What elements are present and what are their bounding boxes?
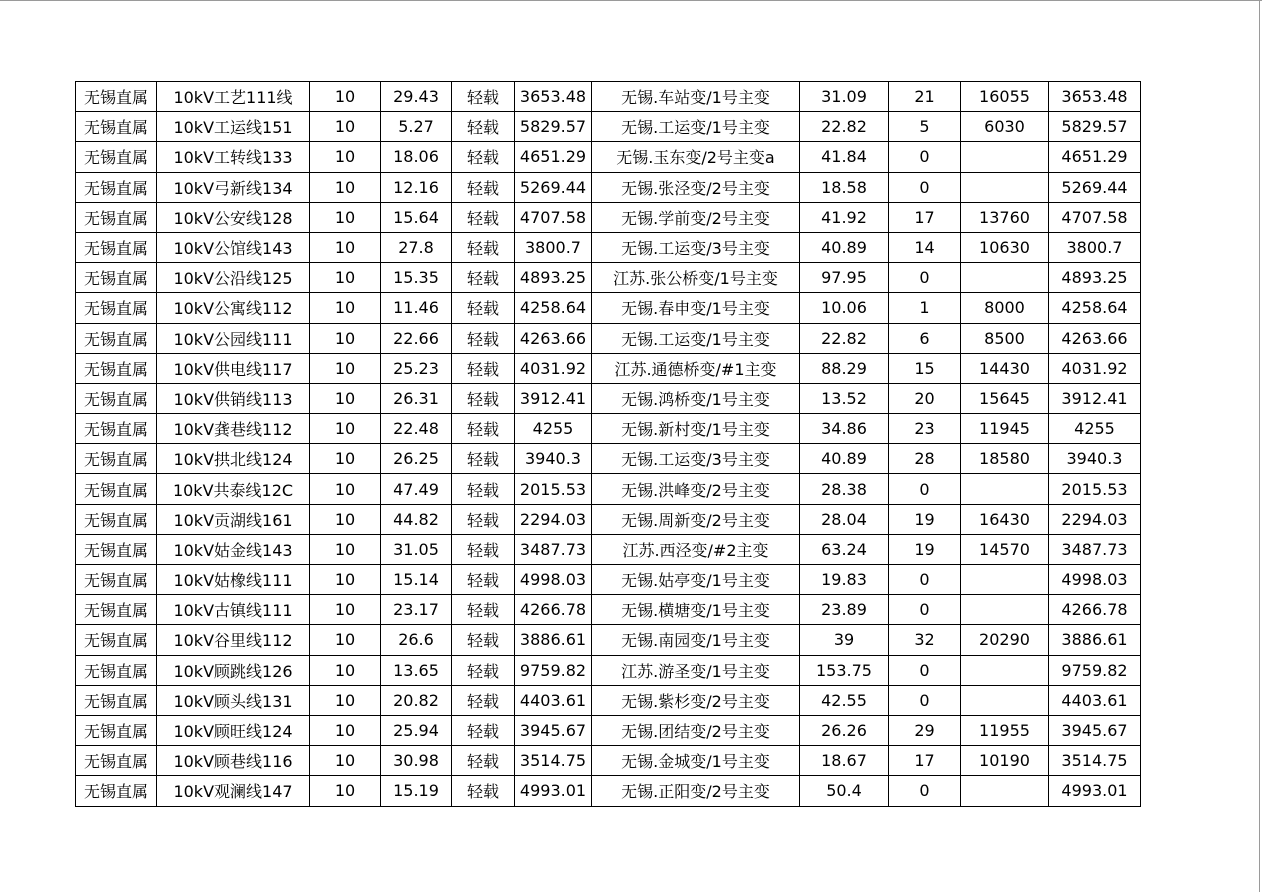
region-cell: 无锡直属 — [76, 474, 157, 504]
table-row — [76, 383, 1141, 413]
load-rate-cell: 29.43 — [381, 82, 452, 112]
substation-transformer-cell: 无锡.团结变/2号主变 — [592, 715, 800, 745]
region-cell: 无锡直属 — [76, 353, 157, 383]
line-name-cell: 10kV供电线117 — [157, 353, 310, 383]
load-rate-cell: 44.82 — [381, 504, 452, 534]
load-rate-cell: 22.48 — [381, 414, 452, 444]
substation-transformer-cell: 无锡.姑亭变/1号主变 — [592, 565, 800, 595]
voltage-cell: 10 — [310, 142, 381, 172]
load-rate-cell: 26.25 — [381, 444, 452, 474]
line-name-cell: 10kV古镇线111 — [157, 595, 310, 625]
voltage-cell: 10 — [310, 534, 381, 564]
table-row — [76, 142, 1141, 172]
substation-transformer-cell: 江苏.张公桥变/1号主变 — [592, 263, 800, 293]
line-load-table — [75, 81, 1141, 807]
load-rate-cell: 26.6 — [381, 625, 452, 655]
substation-transformer-cell: 无锡.鸿桥变/1号主变 — [592, 383, 800, 413]
load-rate-cell: 47.49 — [381, 474, 452, 504]
table-row — [76, 655, 1141, 685]
capacity-cell: 4255 — [515, 414, 592, 444]
substation-transformer-cell: 无锡.工运变/1号主变 — [592, 323, 800, 353]
substation-transformer-cell: 无锡.工运变/3号主变 — [592, 444, 800, 474]
region-cell: 无锡直属 — [76, 142, 157, 172]
count-cell: 23 — [889, 414, 961, 444]
count-cell: 0 — [889, 263, 961, 293]
region-cell: 无锡直属 — [76, 232, 157, 262]
load-status-cell: 轻载 — [452, 595, 515, 625]
capacity-cell: 3487.73 — [515, 534, 592, 564]
table-row — [76, 323, 1141, 353]
load-status-cell: 轻载 — [452, 112, 515, 142]
region-cell: 无锡直属 — [76, 293, 157, 323]
line-name-cell: 10kV顾旺线124 — [157, 715, 310, 745]
voltage-cell: 10 — [310, 414, 381, 444]
transformer-load-cell: 63.24 — [800, 534, 889, 564]
table-row — [76, 776, 1141, 806]
transformer-load-cell: 42.55 — [800, 685, 889, 715]
substation-transformer-cell: 无锡.车站变/1号主变 — [592, 82, 800, 112]
capacity-cell: 3940.3 — [515, 444, 592, 474]
line-name-cell: 10kV贡湖线161 — [157, 504, 310, 534]
amount-cell: 16055 — [961, 82, 1049, 112]
available-capacity-cell: 3800.7 — [1049, 232, 1141, 262]
load-status-cell: 轻载 — [452, 263, 515, 293]
capacity-cell: 3653.48 — [515, 82, 592, 112]
substation-transformer-cell: 无锡.春申变/1号主变 — [592, 293, 800, 323]
load-status-cell: 轻载 — [452, 232, 515, 262]
region-cell: 无锡直属 — [76, 263, 157, 293]
table-row — [76, 293, 1141, 323]
voltage-cell: 10 — [310, 655, 381, 685]
table-row — [76, 746, 1141, 776]
count-cell: 0 — [889, 474, 961, 504]
count-cell: 32 — [889, 625, 961, 655]
transformer-load-cell: 18.67 — [800, 746, 889, 776]
amount-cell: 18580 — [961, 444, 1049, 474]
transformer-load-cell: 28.04 — [800, 504, 889, 534]
load-status-cell: 轻载 — [452, 776, 515, 806]
region-cell: 无锡直属 — [76, 595, 157, 625]
available-capacity-cell: 3940.3 — [1049, 444, 1141, 474]
available-capacity-cell: 4893.25 — [1049, 263, 1141, 293]
region-cell: 无锡直属 — [76, 112, 157, 142]
load-status-cell: 轻载 — [452, 715, 515, 745]
substation-transformer-cell: 无锡.紫杉变/2号主变 — [592, 685, 800, 715]
load-status-cell: 轻载 — [452, 142, 515, 172]
voltage-cell: 10 — [310, 323, 381, 353]
voltage-cell: 10 — [310, 746, 381, 776]
region-cell: 无锡直属 — [76, 655, 157, 685]
count-cell: 0 — [889, 142, 961, 172]
line-name-cell: 10kV谷里线112 — [157, 625, 310, 655]
voltage-cell: 10 — [310, 444, 381, 474]
count-cell: 6 — [889, 323, 961, 353]
transformer-load-cell: 19.83 — [800, 565, 889, 595]
load-status-cell: 轻载 — [452, 565, 515, 595]
amount-cell — [961, 655, 1049, 685]
table-row — [76, 112, 1141, 142]
transformer-load-cell: 10.06 — [800, 293, 889, 323]
amount-cell: 11955 — [961, 715, 1049, 745]
amount-cell: 11945 — [961, 414, 1049, 444]
available-capacity-cell: 2294.03 — [1049, 504, 1141, 534]
transformer-load-cell: 88.29 — [800, 353, 889, 383]
capacity-cell: 3514.75 — [515, 746, 592, 776]
substation-transformer-cell: 无锡.周新变/2号主变 — [592, 504, 800, 534]
capacity-cell: 4993.01 — [515, 776, 592, 806]
region-cell: 无锡直属 — [76, 625, 157, 655]
available-capacity-cell: 3653.48 — [1049, 82, 1141, 112]
transformer-load-cell: 22.82 — [800, 112, 889, 142]
count-cell: 17 — [889, 746, 961, 776]
substation-transformer-cell: 江苏.通德桥变/#1主变 — [592, 353, 800, 383]
line-name-cell: 10kV供销线113 — [157, 383, 310, 413]
amount-cell: 20290 — [961, 625, 1049, 655]
amount-cell: 6030 — [961, 112, 1049, 142]
transformer-load-cell: 41.84 — [800, 142, 889, 172]
load-rate-cell: 25.23 — [381, 353, 452, 383]
transformer-load-cell: 97.95 — [800, 263, 889, 293]
load-status-cell: 轻载 — [452, 414, 515, 444]
table-row — [76, 595, 1141, 625]
count-cell: 21 — [889, 82, 961, 112]
voltage-cell: 10 — [310, 82, 381, 112]
transformer-load-cell: 18.58 — [800, 172, 889, 202]
line-name-cell: 10kV公安线128 — [157, 202, 310, 232]
voltage-cell: 10 — [310, 232, 381, 262]
capacity-cell: 4258.64 — [515, 293, 592, 323]
line-name-cell: 10kV工转线133 — [157, 142, 310, 172]
table-row — [76, 715, 1141, 745]
line-name-cell: 10kV龚巷线112 — [157, 414, 310, 444]
region-cell: 无锡直属 — [76, 383, 157, 413]
count-cell: 5 — [889, 112, 961, 142]
available-capacity-cell: 3487.73 — [1049, 534, 1141, 564]
transformer-load-cell: 26.26 — [800, 715, 889, 745]
table-row — [76, 625, 1141, 655]
region-cell: 无锡直属 — [76, 504, 157, 534]
line-name-cell: 10kV姑金线143 — [157, 534, 310, 564]
table-row — [76, 82, 1141, 112]
voltage-cell: 10 — [310, 625, 381, 655]
load-rate-cell: 13.65 — [381, 655, 452, 685]
load-rate-cell: 11.46 — [381, 293, 452, 323]
line-name-cell: 10kV工艺111线 — [157, 82, 310, 112]
region-cell: 无锡直属 — [76, 202, 157, 232]
substation-transformer-cell: 无锡.洪峰变/2号主变 — [592, 474, 800, 504]
amount-cell — [961, 474, 1049, 504]
amount-cell: 8000 — [961, 293, 1049, 323]
load-status-cell: 轻载 — [452, 202, 515, 232]
amount-cell — [961, 776, 1049, 806]
voltage-cell: 10 — [310, 112, 381, 142]
voltage-cell: 10 — [310, 474, 381, 504]
line-name-cell: 10kV顾头线131 — [157, 685, 310, 715]
table-row — [76, 474, 1141, 504]
amount-cell: 15645 — [961, 383, 1049, 413]
substation-transformer-cell: 无锡.新村变/1号主变 — [592, 414, 800, 444]
table-row — [76, 172, 1141, 202]
amount-cell — [961, 565, 1049, 595]
voltage-cell: 10 — [310, 565, 381, 595]
capacity-cell: 2015.53 — [515, 474, 592, 504]
amount-cell — [961, 172, 1049, 202]
available-capacity-cell: 4031.92 — [1049, 353, 1141, 383]
line-name-cell: 10kV工运线151 — [157, 112, 310, 142]
capacity-cell: 4707.58 — [515, 202, 592, 232]
count-cell: 0 — [889, 565, 961, 595]
line-name-cell: 10kV弓新线134 — [157, 172, 310, 202]
region-cell: 无锡直属 — [76, 534, 157, 564]
count-cell: 28 — [889, 444, 961, 474]
count-cell: 0 — [889, 595, 961, 625]
amount-cell — [961, 263, 1049, 293]
load-rate-cell: 15.19 — [381, 776, 452, 806]
region-cell: 无锡直属 — [76, 685, 157, 715]
table-body — [76, 82, 1141, 807]
voltage-cell: 10 — [310, 353, 381, 383]
available-capacity-cell: 9759.82 — [1049, 655, 1141, 685]
transformer-load-cell: 40.89 — [800, 444, 889, 474]
load-rate-cell: 31.05 — [381, 534, 452, 564]
line-name-cell: 10kV顾巷线116 — [157, 746, 310, 776]
voltage-cell: 10 — [310, 293, 381, 323]
load-rate-cell: 15.64 — [381, 202, 452, 232]
load-status-cell: 轻载 — [452, 625, 515, 655]
capacity-cell: 3886.61 — [515, 625, 592, 655]
load-rate-cell: 15.14 — [381, 565, 452, 595]
line-name-cell: 10kV拱北线124 — [157, 444, 310, 474]
amount-cell: 10630 — [961, 232, 1049, 262]
load-status-cell: 轻载 — [452, 323, 515, 353]
transformer-load-cell: 31.09 — [800, 82, 889, 112]
voltage-cell: 10 — [310, 263, 381, 293]
count-cell: 17 — [889, 202, 961, 232]
load-status-cell: 轻载 — [452, 444, 515, 474]
table-row — [76, 353, 1141, 383]
capacity-cell: 4031.92 — [515, 353, 592, 383]
region-cell: 无锡直属 — [76, 444, 157, 474]
table-row — [76, 202, 1141, 232]
substation-transformer-cell: 无锡.学前变/2号主变 — [592, 202, 800, 232]
amount-cell: 10190 — [961, 746, 1049, 776]
available-capacity-cell: 4258.64 — [1049, 293, 1141, 323]
amount-cell — [961, 595, 1049, 625]
available-capacity-cell: 2015.53 — [1049, 474, 1141, 504]
available-capacity-cell: 4998.03 — [1049, 565, 1141, 595]
voltage-cell: 10 — [310, 202, 381, 232]
transformer-load-cell: 153.75 — [800, 655, 889, 685]
count-cell: 1 — [889, 293, 961, 323]
load-rate-cell: 15.35 — [381, 263, 452, 293]
available-capacity-cell: 3886.61 — [1049, 625, 1141, 655]
capacity-cell: 3945.67 — [515, 715, 592, 745]
load-rate-cell: 27.8 — [381, 232, 452, 262]
table-row — [76, 444, 1141, 474]
capacity-cell: 4998.03 — [515, 565, 592, 595]
count-cell: 19 — [889, 534, 961, 564]
region-cell: 无锡直属 — [76, 565, 157, 595]
capacity-cell: 4403.61 — [515, 685, 592, 715]
transformer-load-cell: 41.92 — [800, 202, 889, 232]
load-rate-cell: 23.17 — [381, 595, 452, 625]
load-rate-cell: 22.66 — [381, 323, 452, 353]
capacity-cell: 3800.7 — [515, 232, 592, 262]
amount-cell: 8500 — [961, 323, 1049, 353]
load-status-cell: 轻载 — [452, 82, 515, 112]
available-capacity-cell: 3945.67 — [1049, 715, 1141, 745]
load-status-cell: 轻载 — [452, 655, 515, 685]
substation-transformer-cell: 无锡.横塘变/1号主变 — [592, 595, 800, 625]
load-rate-cell: 25.94 — [381, 715, 452, 745]
substation-transformer-cell: 无锡.工运变/1号主变 — [592, 112, 800, 142]
region-cell: 无锡直属 — [76, 172, 157, 202]
count-cell: 15 — [889, 353, 961, 383]
transformer-load-cell: 50.4 — [800, 776, 889, 806]
load-status-cell: 轻载 — [452, 685, 515, 715]
table-row — [76, 232, 1141, 262]
count-cell: 0 — [889, 776, 961, 806]
voltage-cell: 10 — [310, 685, 381, 715]
substation-transformer-cell: 无锡.南园变/1号主变 — [592, 625, 800, 655]
amount-cell: 16430 — [961, 504, 1049, 534]
table-row — [76, 504, 1141, 534]
amount-cell — [961, 685, 1049, 715]
available-capacity-cell: 4403.61 — [1049, 685, 1141, 715]
region-cell: 无锡直属 — [76, 414, 157, 444]
line-name-cell: 10kV公园线111 — [157, 323, 310, 353]
available-capacity-cell: 4651.29 — [1049, 142, 1141, 172]
capacity-cell: 9759.82 — [515, 655, 592, 685]
page-top-border — [0, 0, 1262, 1]
load-rate-cell: 5.27 — [381, 112, 452, 142]
line-name-cell: 10kV公馆线143 — [157, 232, 310, 262]
load-status-cell: 轻载 — [452, 746, 515, 776]
count-cell: 19 — [889, 504, 961, 534]
load-status-cell: 轻载 — [452, 474, 515, 504]
region-cell: 无锡直属 — [76, 323, 157, 353]
load-status-cell: 轻载 — [452, 172, 515, 202]
table-row — [76, 534, 1141, 564]
available-capacity-cell: 3514.75 — [1049, 746, 1141, 776]
region-cell: 无锡直属 — [76, 715, 157, 745]
capacity-cell: 4651.29 — [515, 142, 592, 172]
table-row — [76, 414, 1141, 444]
transformer-load-cell: 13.52 — [800, 383, 889, 413]
transformer-load-cell: 39 — [800, 625, 889, 655]
substation-transformer-cell: 无锡.玉东变/2号主变a — [592, 142, 800, 172]
transformer-load-cell: 23.89 — [800, 595, 889, 625]
table-row — [76, 685, 1141, 715]
transformer-load-cell: 22.82 — [800, 323, 889, 353]
load-rate-cell: 18.06 — [381, 142, 452, 172]
capacity-cell: 4263.66 — [515, 323, 592, 353]
line-name-cell: 10kV顾跳线126 — [157, 655, 310, 685]
capacity-cell: 2294.03 — [515, 504, 592, 534]
capacity-cell: 4266.78 — [515, 595, 592, 625]
voltage-cell: 10 — [310, 383, 381, 413]
amount-cell: 13760 — [961, 202, 1049, 232]
count-cell: 29 — [889, 715, 961, 745]
count-cell: 0 — [889, 172, 961, 202]
region-cell: 无锡直属 — [76, 82, 157, 112]
amount-cell — [961, 142, 1049, 172]
capacity-cell: 3912.41 — [515, 383, 592, 413]
available-capacity-cell: 4707.58 — [1049, 202, 1141, 232]
available-capacity-cell: 3912.41 — [1049, 383, 1141, 413]
table-row — [76, 565, 1141, 595]
available-capacity-cell: 4263.66 — [1049, 323, 1141, 353]
load-rate-cell: 12.16 — [381, 172, 452, 202]
page-right-border — [1259, 0, 1260, 892]
substation-transformer-cell: 无锡.正阳变/2号主变 — [592, 776, 800, 806]
substation-transformer-cell: 江苏.西泾变/#2主变 — [592, 534, 800, 564]
substation-transformer-cell: 无锡.工运变/3号主变 — [592, 232, 800, 262]
count-cell: 20 — [889, 383, 961, 413]
capacity-cell: 4893.25 — [515, 263, 592, 293]
transformer-load-cell: 40.89 — [800, 232, 889, 262]
voltage-cell: 10 — [310, 504, 381, 534]
load-rate-cell: 20.82 — [381, 685, 452, 715]
line-name-cell: 10kV公沿线125 — [157, 263, 310, 293]
load-status-cell: 轻载 — [452, 353, 515, 383]
available-capacity-cell: 4993.01 — [1049, 776, 1141, 806]
count-cell: 0 — [889, 655, 961, 685]
count-cell: 0 — [889, 685, 961, 715]
capacity-cell: 5269.44 — [515, 172, 592, 202]
load-status-cell: 轻载 — [452, 534, 515, 564]
line-name-cell: 10kV共泰线12C — [157, 474, 310, 504]
substation-transformer-cell: 无锡.金城变/1号主变 — [592, 746, 800, 776]
substation-transformer-cell: 江苏.游圣变/1号主变 — [592, 655, 800, 685]
available-capacity-cell: 4255 — [1049, 414, 1141, 444]
load-status-cell: 轻载 — [452, 504, 515, 534]
voltage-cell: 10 — [310, 776, 381, 806]
table-row — [76, 263, 1141, 293]
load-status-cell: 轻载 — [452, 383, 515, 413]
region-cell: 无锡直属 — [76, 776, 157, 806]
load-status-cell: 轻载 — [452, 293, 515, 323]
region-cell: 无锡直属 — [76, 746, 157, 776]
voltage-cell: 10 — [310, 595, 381, 625]
load-rate-cell: 30.98 — [381, 746, 452, 776]
capacity-cell: 5829.57 — [515, 112, 592, 142]
substation-transformer-cell: 无锡.张泾变/2号主变 — [592, 172, 800, 202]
count-cell: 14 — [889, 232, 961, 262]
amount-cell: 14570 — [961, 534, 1049, 564]
line-name-cell: 10kV公寓线112 — [157, 293, 310, 323]
voltage-cell: 10 — [310, 172, 381, 202]
amount-cell: 14430 — [961, 353, 1049, 383]
load-rate-cell: 26.31 — [381, 383, 452, 413]
available-capacity-cell: 5829.57 — [1049, 112, 1141, 142]
transformer-load-cell: 34.86 — [800, 414, 889, 444]
available-capacity-cell: 5269.44 — [1049, 172, 1141, 202]
line-name-cell: 10kV观澜线147 — [157, 776, 310, 806]
available-capacity-cell: 4266.78 — [1049, 595, 1141, 625]
transformer-load-cell: 28.38 — [800, 474, 889, 504]
voltage-cell: 10 — [310, 715, 381, 745]
line-name-cell: 10kV姑橡线111 — [157, 565, 310, 595]
